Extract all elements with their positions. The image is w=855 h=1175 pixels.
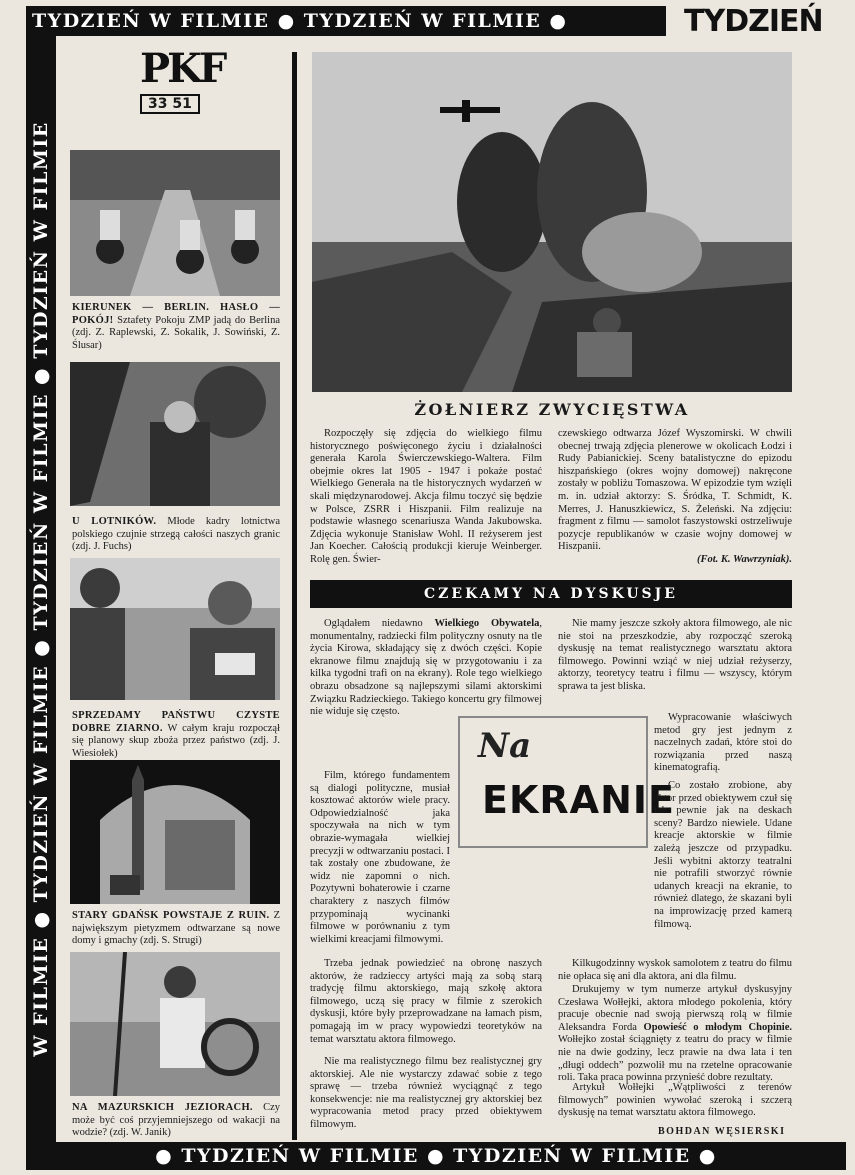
- column-divider: [292, 52, 297, 1140]
- masthead-title: TYDZIEŃ: [684, 4, 823, 39]
- na-ekranie-logo: [458, 716, 675, 848]
- discussion-p4: Nie ma realistycznego filmu bez realistycznej gry aktorskiej. Ale nie wystarczy zdawać sobie z tego sprawę — trzeba również wyciągnąć z tego konsekwencje: nie ma realistycznej gry aktorskiej bez wypracowania metod pracy przed obiektywem filmowym.: [310, 1056, 542, 1130]
- caption-5-text: Czy może być coś przyjemniejszego od wakacji na wodzie? (zdj. W. Janik): [72, 1102, 281, 1138]
- top-banner: TYDZIEŃ W FILMIE ● TYDZIEŃ W FILMIE ●: [26, 6, 666, 36]
- caption-1-text: Sztafety Pokoju ZMP jadą do Berlina (zdj. Z. Raplewski, Z. Sokalik, J. Sowiński, Z. Ślusar): [72, 314, 280, 351]
- discussion-r1: Nie mamy jeszcze szkoły aktora filmowego, ale nic nie stoi na przeszkodzie, aby rozpocząć szeroką dyskusję na temat realistycznego warsztatu aktora filmowego. Powinni wziąć w niej udział reżyserzy, aktorzy, teoretycy teatru i filmu — wszyscy, którym sprawa ta jest bliska.: [558, 618, 792, 692]
- discussion-p1: [310, 618, 542, 719]
- caption-3: [72, 710, 280, 760]
- caption-5: [72, 1102, 280, 1140]
- photo-gdansk-tower: [70, 760, 280, 904]
- main-article-col2-text: czewskiego odtwarza Józef Wyszomirski. W chwili obecnej trwają zdjęcia plenerowe w okolicach Łodzi i Rudy Pabianickiej. Sceny batalistyczne do epizodu hiszpańskiego (okres wojny domowej) nakręcone zostały w pobliżu Tomaszowa. W epizodzie tym wzięli m. in. udział aktorzy: S. Śródka, T. Schmidt, K. Merres, J. Hanuszkiewicz, S. Żeleński. Na zdjęciu: fragment z filmu — samolot faszystowski ostrzeliwuje pozycje republikanów w czasie wojny domowej w Hiszpanii.: [558, 428, 792, 553]
- discussion-r4: Kilkugodzinny wyskok samolotem z teatru do filmu nie opłaca się ani dla aktora, ani dla filmu.: [558, 958, 792, 982]
- pkf-issue-number: 33 51: [140, 94, 200, 114]
- side-banner: [26, 36, 56, 1142]
- caption-3-text: W całym kraju rozpoczął się planowy skup zboża przez państwo (zdj. J. Wiesiołek): [72, 722, 280, 759]
- article-author: BOHDAN WĘSIERSKI: [658, 1126, 786, 1137]
- discussion-p1-a: Oglądałem niedawno: [324, 618, 435, 629]
- photo-credit: (Fot. K. Wawrzyniak).: [696, 553, 792, 565]
- discussion-chopin-title: Opowieść o młodym Chopinie.: [643, 1021, 792, 1033]
- caption-4-text: Z największym pietyzmem odtwarzane są nowe domy i gmachy (zdj. S. Strugi): [72, 910, 280, 946]
- main-article-col2: [558, 428, 792, 567]
- photo-grain-farmers: [70, 558, 280, 700]
- na-ekranie-word: EKRANIE: [482, 778, 675, 822]
- caption-4-lead: STARY GDAŃSK POWSTAJE Z RUIN.: [72, 910, 270, 921]
- discussion-r5-b: Wołłejko został ściągnięty z teatru do pracy w filmie nie na dwie godziny, lecz prawie na dwa lata i ten „długi oddech” pozwolił mu na rzetelne opracowanie roli. Taka praca powinna przynieść dobre rezultaty.: [558, 1034, 792, 1084]
- main-article-col1: Rozpoczęły się zdjęcia do wielkiego filmu historycznego poświęconego życiu i działalności generała Karola Świerczewskiego-Waltera. Film obejmie okres lat 1905 - 1947 i pokaże postać Wielkiego Generała na tle historycznych wydarzeń w skali międzynarodowej. Akcja filmu toczyć się będzie w Polsce, ZSRR i Hiszpanii. Film realizuje na podstawie własnego scenariusza Wanda Jakubowska. Zdjęcia wykonuje Stanisław Wohl. II reżyserem jest Jan Koecher. Całością produkcji kieruje Weinberger. Rolę gen. Świer-: [310, 428, 542, 565]
- discussion-film-title: Wielkiego Obywatela: [434, 618, 540, 629]
- pkf-logo-text: PKF: [140, 45, 225, 92]
- discussion-section-bar: CZEKAMY NA DYSKUSJE: [310, 580, 792, 608]
- bottom-banner: ● TYDZIEŃ W FILMIE ● TYDZIEŃ W FILMIE ●: [26, 1142, 846, 1170]
- photo-motorcycle-relay: [70, 150, 280, 296]
- caption-1: [72, 302, 280, 352]
- article-headline: ŻOŁNIERZ ZWYCIĘSTWA: [414, 400, 690, 419]
- discussion-p1-b: , monumentalny, radziecki film polityczny osnuty na tle życia Kirowa, składający się z dwóch części. Kopie ekranowe filmu znajdują się w przygotowaniu i za kilka tygodni trafi on na ekrany). Role tego wielkiego obrazu obsadzone są najlepszymi silami aktorskimi Związku Radzieckiego. Takiego koncertu gry filmowej nie widuje się często.: [310, 618, 542, 718]
- caption-4: [72, 910, 280, 948]
- pkf-logo: [140, 45, 225, 136]
- photo-airmen: [70, 362, 280, 506]
- photo-war-scene: [312, 52, 792, 392]
- caption-2-text: Młode kadry lotnictwa polskiego czujnie strzegą całości naszych granic (zdj. J. Fuchs): [72, 516, 280, 552]
- discussion-r3: Co zostało zrobione, aby aktor przed obiektywem czuł się tak pewnie jak na deskach sceny? Bardzo niewiele. Udane kreacje aktorskie w filmie zależą jeszcze od przypadku. Jeśli wybitni aktorzy teatralni nie potrafili stworzyć równie udanych kreacji na ekranie, to również dlatego, że skazani byli na improwizację przed kamerą filmową.: [654, 780, 792, 930]
- caption-2: [72, 516, 280, 554]
- discussion-r6: Artykuł Wołłejki „Wątpliwości z terenów filmowych” powinien wywołać szeroką i szczerą dyskusję na temat warsztatu aktora filmowego.: [558, 1082, 792, 1119]
- discussion-p2: Film, którego fundamentem są dialogi polityczne, musiał kosztować aktorów wiele pracy. Odpowiedzialność jaka spoczywała na nich w tym obrazie-wymagała wielkiej precyzji w odtwarzaniu postaci. I tak zostały one zbudowane, że widz nie zapomni o nich. Pozytywni bohaterowie i czarne charaktery z naszych filmów przypominają wycinanki filmowe w porównaniu z tym wielkimi kreacjami filmowymi.: [310, 770, 450, 945]
- discussion-r2: Wypracowanie właściwych metod gry jest jednym z naczelnych zadań, które stoi do rozwiązania przed naszą kinematografią.: [654, 712, 792, 774]
- caption-2-lead: U LOTNIKÓW.: [72, 516, 157, 527]
- caption-1-lead: KIERUNEK — BERLIN. HASŁO — POKÓJ!: [72, 302, 280, 326]
- side-banner-text: W FILMIE ● TYDZIEŃ W FILMIE ● TYDZIEŃ W FILMIE ● TYDZIEŃ W FILMIE: [30, 121, 52, 1057]
- discussion-r5: [558, 984, 792, 1085]
- na-ekranie-script: Na: [478, 726, 532, 766]
- discussion-r5-a: Drukujemy w tym numerze artykuł dyskusyjny Czesława Wołłejki, aktora młodego pokolenia, który pracuje obecnie nad swoją pierwszą rolą w filmie Aleksandra Forda: [558, 984, 792, 1033]
- photo-masurian-lakes: [70, 952, 280, 1096]
- discussion-p3: Trzeba jednak powiedzieć na obronę naszych aktorów, że radzieccy artyści mają za sobą starą tradycję filmu aktorskiego, mają szkołę aktora filmowego, uczą się pracy w filmie z szerokich dyskusji, które były przeprowadzane na łamach pism, pomagają im w pracy wypowiedzi teoretyków na temat warsztatu aktora filmowego.: [310, 958, 542, 1045]
- caption-3-lead: SPRZEDAMY PAŃSTWU CZYSTE DOBRE ZIARNO.: [72, 710, 280, 734]
- caption-5-lead: NA MAZURSKICH JEZIORACH.: [72, 1102, 253, 1113]
